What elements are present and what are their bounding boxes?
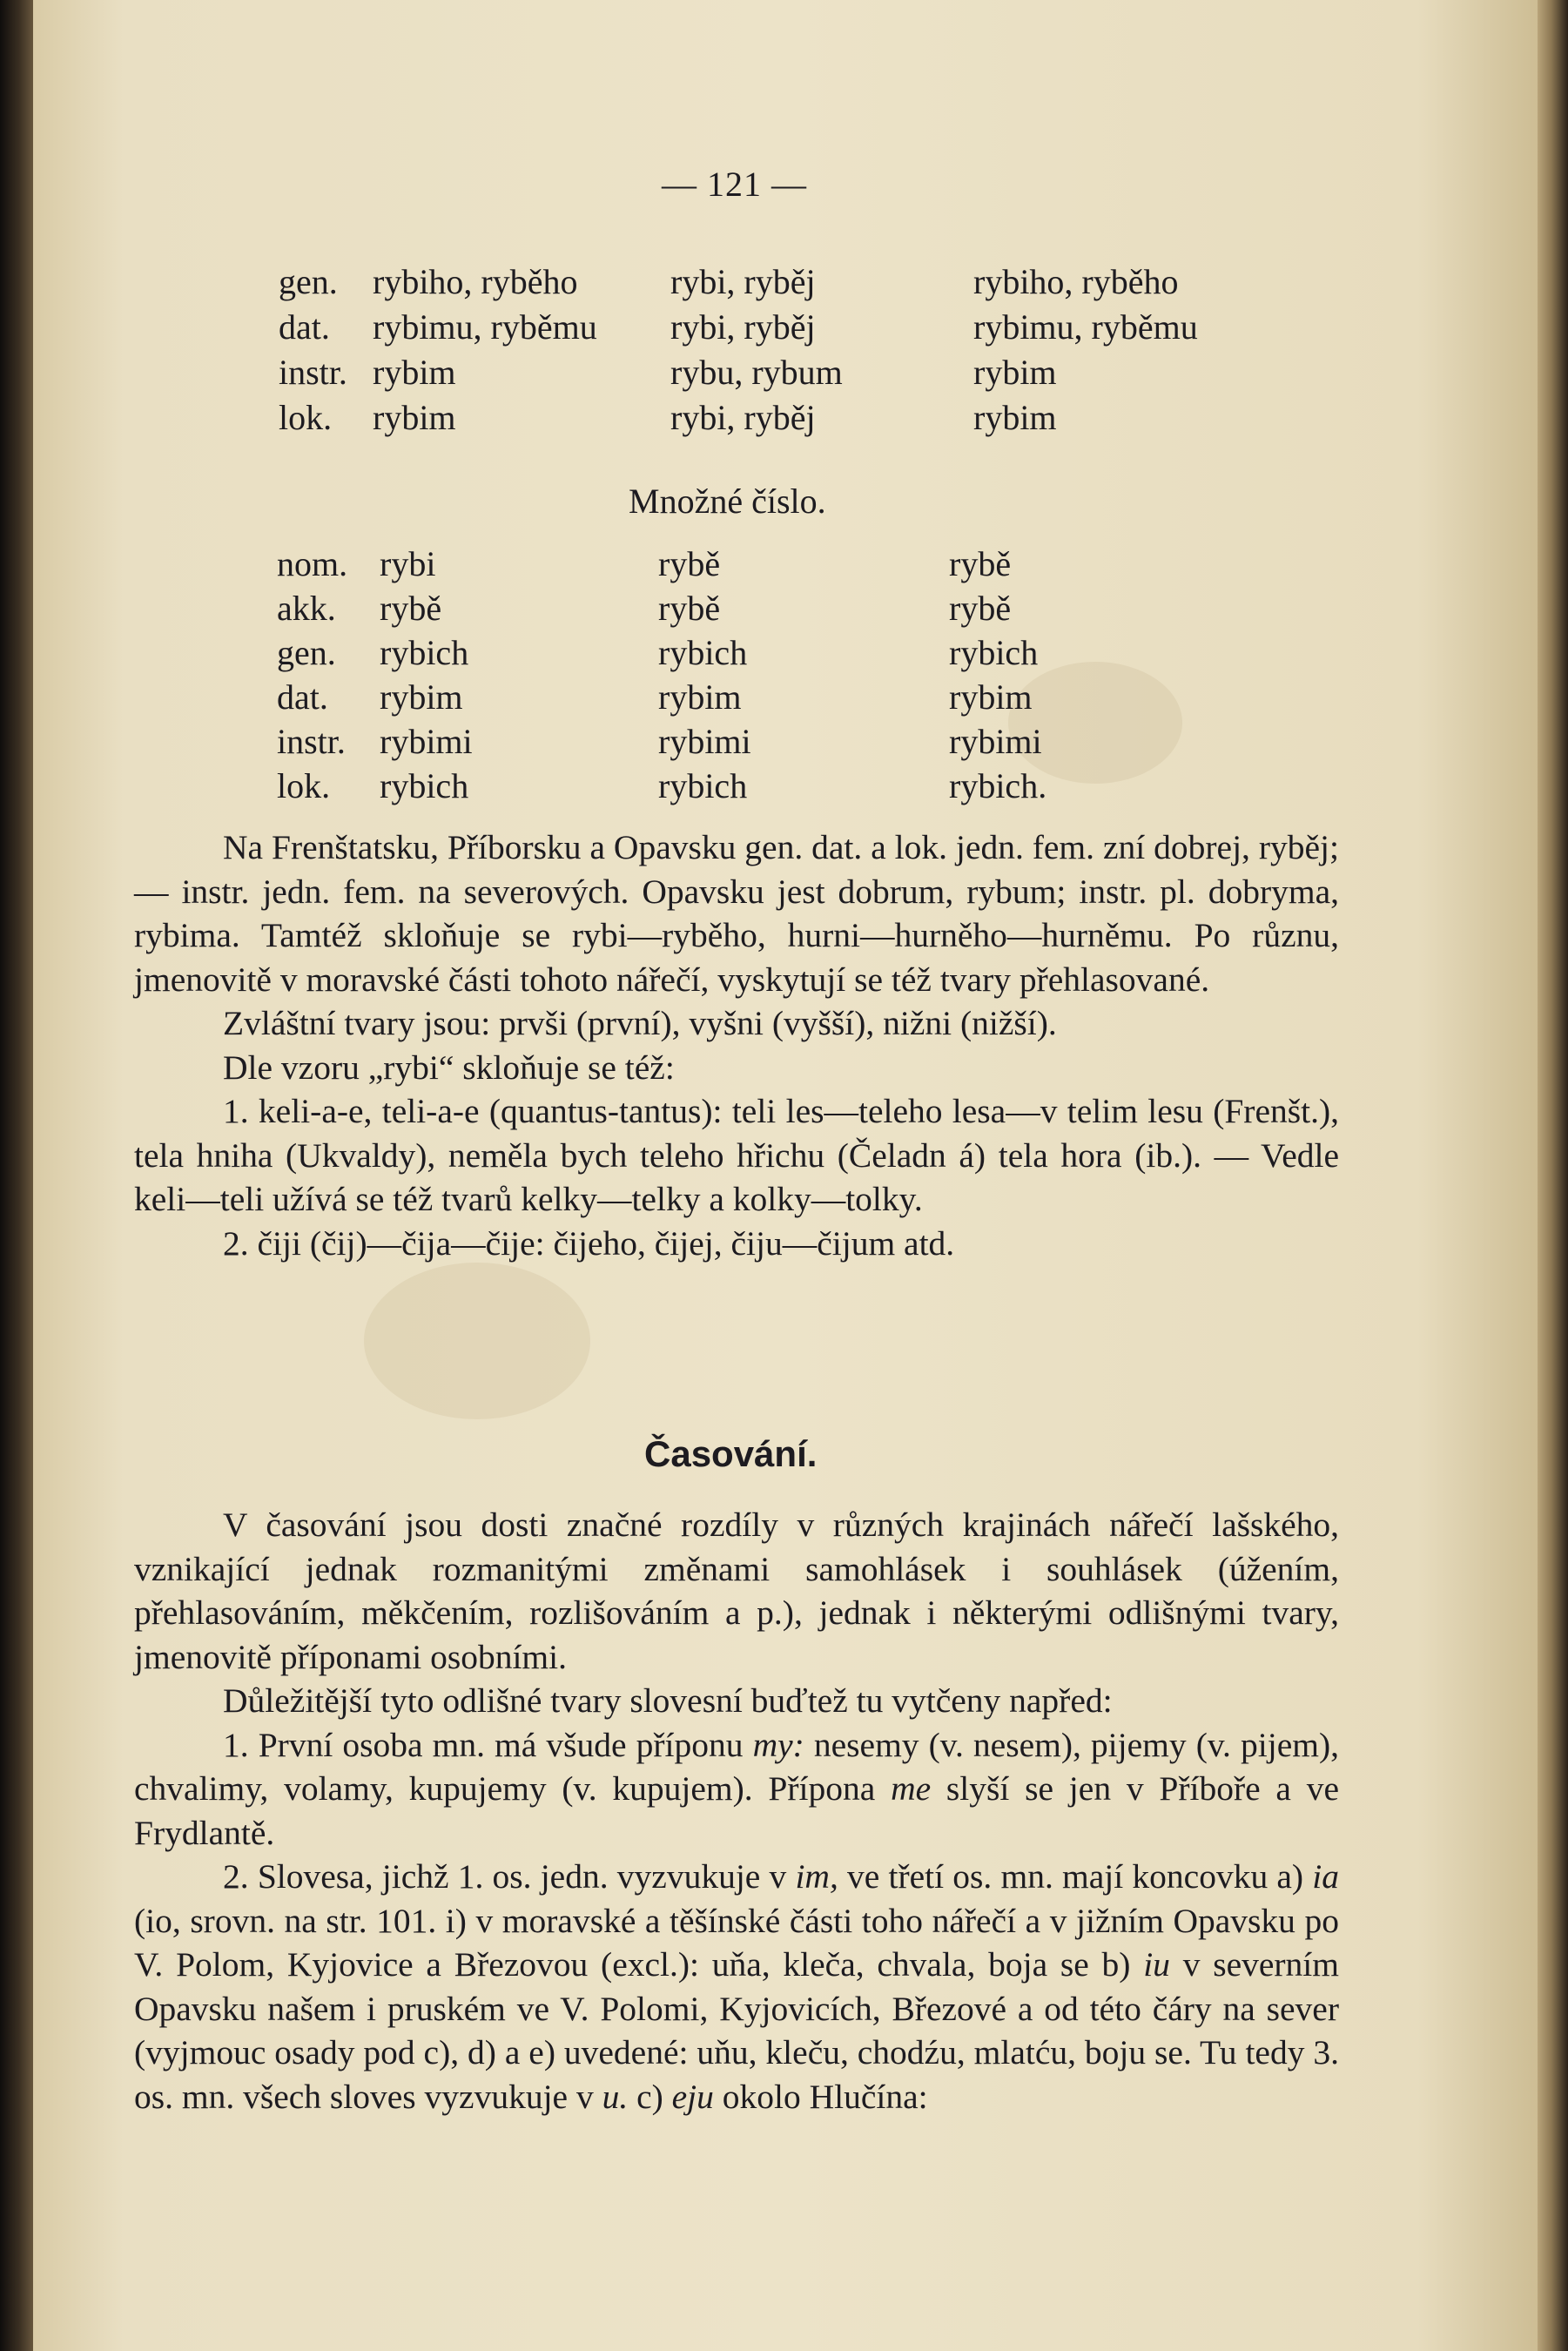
form-col-1: rybim [373,353,456,392]
paragraph: 1. keli-a-e, teli-a-e (quantus-tantus): teli les—teleho lesa—v telim lesu (Frenšt.), tela hniha (Ukvaldy), neměla bych teleho hřichu (Čeladn á) tela hora (ib.). — Vedle keli—teli užívá se též tvarů kelky—telky a kolky—tolky. [134,1092,1339,1218]
case-label: dat. [277,677,328,717]
page-number: — 121 — [662,165,807,204]
form-col-3: rybich [949,633,1039,672]
text-run: v severním Opavsku našem i pruském ve V. Polomi, Kyjovicích, Březové a od této čáry na sever (vyjmouc osady pod c), d) a e) uvedené: uňu, kleču, chodźu, mlatću, boju se. Tu tedy 3. os. mn. všech sloves vyzvukuje v [134,1945,1340,2116]
form-col-1: rybě [380,589,442,628]
form-col-2: rybu, rybum [670,353,843,392]
form-col-2: rybi, ryběj [670,262,816,301]
text-run: ve třetí os. mn. mají koncovku a) [838,1857,1313,1896]
form-col-3: rybimi [949,722,1042,761]
case-label: instr. [279,353,347,392]
case-label: gen. [279,262,338,301]
case-label: lok. [277,766,331,805]
form-col-1: rybim [373,398,456,437]
paper-stain [364,1263,590,1419]
form-col-1: rybich [380,633,469,672]
italic-suffix: ia [1312,1857,1339,1896]
text-run: 1. První osoba mn. má všude příponu [223,1725,753,1764]
form-col-1: rybim [380,677,463,717]
case-label: lok. [279,398,333,437]
form-col-3: rybim [949,677,1033,717]
paragraph: Na Frenštatsku, Příborsku a Opavsku gen. dat. a lok. jedn. fem. zní dobrej, ryběj; — instr. jedn. fem. na severových. Opavsku jest dobrum, rybum; instr. pl. dobryma, rybima. Tamtéž skloňuje se rybi—ryběho, hurni—hurněho—hurněmu. Po různu, jmenovitě v moravské části tohoto nářečí, vyskytují se též tvary přehlasované. [134,828,1339,999]
book-binding [0,0,35,2351]
paragraph: 2. čiji (čij)—čija—čije: čijeho, čijej, čiju—čijum atd. [223,1223,955,1263]
text-run: nesemy (v. nesem), pijemy (v. pijem), chvalimy, volamy, kupujemy (v. kupujem). Přípona [134,1725,1339,1808]
italic-suffix: im, [795,1857,838,1896]
plural-heading: Množné číslo. [629,482,826,521]
case-label: gen. [277,633,336,672]
singular-table [279,259,1280,442]
form-col-3: rybim [973,353,1057,392]
paragraph [134,1855,1339,2119]
form-col-2: rybě [658,589,721,628]
text-run: (io, srovn. na str. 101. i) v moravské a těšínské části toho nářečí a v jižním Opavsku po V. Polom, Kyjovice a Březovou (excl.): uňa, kleča, chvala, boja se b) [134,1901,1339,1984]
form-col-3: rybě [949,589,1012,628]
form-col-1: rybiho, ryběho [373,262,578,301]
plural-table [277,542,1278,820]
form-col-2: rybich [658,766,748,805]
form-col-2: rybi, ryběj [670,307,816,347]
case-label: dat. [279,307,330,347]
text-run: 2. Slovesa, jichž 1. os. jedn. vyzvukuje v [223,1857,796,1896]
page-edge [1538,0,1568,2351]
italic-suffix: u. [602,2077,629,2116]
form-col-3: rybě [949,544,1012,583]
case-label: akk. [277,589,336,628]
body-text-block [134,825,1339,1265]
form-col-2: rybim [658,677,742,717]
text-run: slyší se jen v Příboře a ve Frydlantě. [134,1769,1340,1852]
form-col-1: rybimi [380,722,473,761]
italic-suffix: iu [1143,1945,1170,1984]
form-col-3: rybimu, ryběmu [973,307,1198,347]
paragraph: Důležitější tyto odlišné tvary slovesní buďtež tu vytčeny napřed: [223,1681,1113,1720]
paragraph: Dle vzoru „rybi“ skloňuje se též: [223,1048,675,1087]
italic-suffix: eju [671,2077,714,2116]
body-text-block [134,1503,1339,2119]
form-col-3: rybich. [949,766,1047,805]
form-col-2: rybimi [658,722,751,761]
form-col-1: rybimu, ryběmu [373,307,597,347]
form-col-3: rybiho, ryběho [973,262,1179,301]
form-col-1: rybich [380,766,469,805]
paragraph [134,1723,1339,1856]
form-col-2: rybi, ryběj [670,398,816,437]
case-label: instr. [277,722,346,761]
form-col-2: rybě [658,544,721,583]
form-col-2: rybich [658,633,748,672]
italic-suffix: me [891,1769,932,1808]
text-run: c) [628,2077,672,2116]
paragraph: Zvláštní tvary jsou: prvši (první), vyšni (vyšší), nižni (nižší). [223,1004,1057,1042]
form-col-1: rybi [380,544,436,583]
form-col-3: rybim [973,398,1057,437]
case-label: nom. [277,544,348,583]
section-title: Časování. [644,1433,818,1474]
italic-suffix: my: [752,1725,804,1764]
text-run: okolo Hlučína: [713,2077,928,2116]
paragraph: V časování jsou dosti značné rozdíly v různých krajinách nářečí lašského, vznikající jednak rozmanitými změnami samohlásek i souhlásek (úžením, přehlasováním, měkčením, rozlišováním a p.), jednak i některými odlišnými tvary, jmenovitě příponami osobními. [134,1506,1339,1676]
